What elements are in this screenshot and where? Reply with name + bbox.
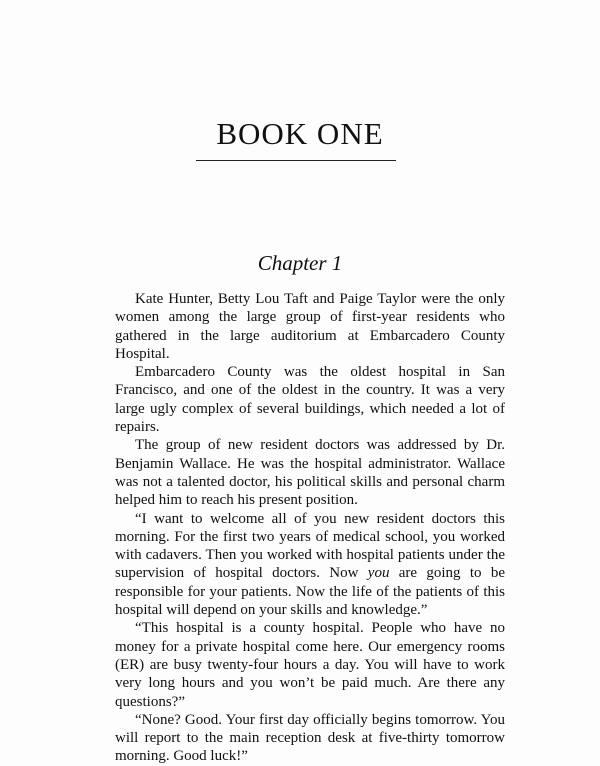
chapter-title: Chapter 1 [257,251,343,275]
emphasis: you [367,565,390,582]
paragraph: Embarcadero County was the oldest hospital in San Francisco, and one of the oldest in the country. It was a very large ugly complex of several buildings, which needed a lot of repairs. [115,364,505,436]
paragraph: “This hospital is a county hospital. People who have no money for a private hospital come here. Our emergency rooms (ER) are busy twenty-four hours a day. You will have to work very long hours and you won’t be paid much. Are there any questions?” [115,620,505,710]
title-divider [196,160,396,161]
chapter-body [115,290,505,766]
paragraph: “None? Good. Your first day officially begins tomorrow. You will report to the main reception desk at five-thirty tomorrow morning. Good luck!” [115,711,505,765]
paragraph: The group of new resident doctors was addressed by Dr. Benjamin Wallace. He was the hospital administrator. Wallace was not a talented doctor, his political skills and personal charm helped him to reach his present position. [115,437,505,509]
paragraph: Kate Hunter, Betty Lou Taft and Paige Taylor were the only women among the large group of first-year residents who gathered in the large auditorium at Embarcadero County Hospital. [115,291,505,362]
book-title: BOOK ONE [216,116,384,151]
paragraph: “I want to welcome all of you new resident doctors this morning. For the first two years of medical school, you worked with cadavers. Then you worked with hospital patients under the supervision of hospital doctors. Now you are going to be responsible for your patients. Now the life of the patients of this hospital will depend on your skills and knowledge.” [115,510,505,619]
